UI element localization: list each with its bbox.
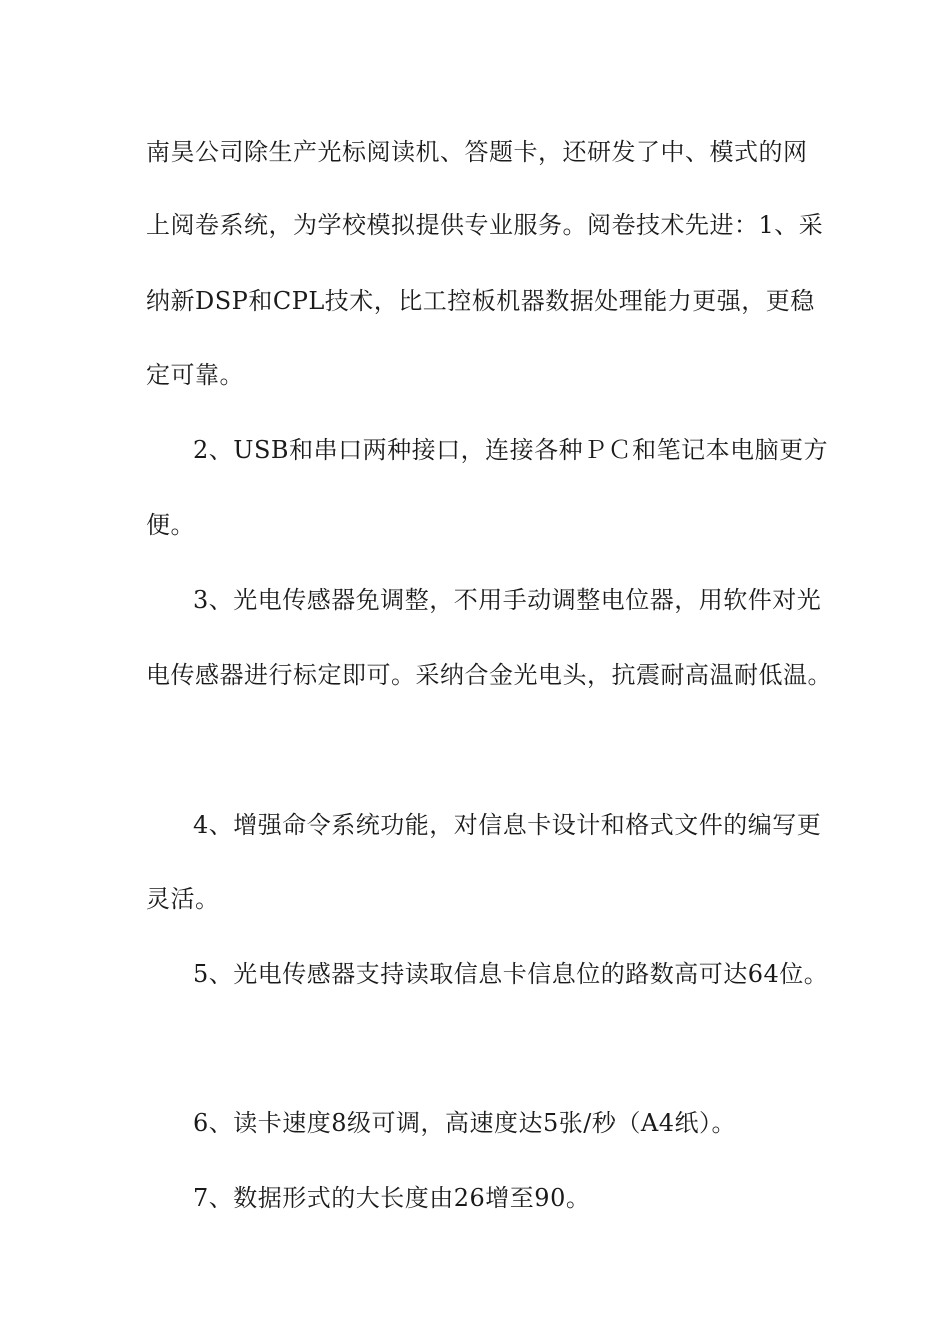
- paragraph-2-line-1: 2、USB和串口两种接口，连接各种ＰＣ和笔记本电脑更方: [193, 436, 829, 464]
- paragraph-7-line-1: 7、数据形式的大长度由26增至90。: [193, 1184, 591, 1212]
- paragraph-1-line-1: 南昊公司除生产光标阅读机、答题卡，还研发了中、模式的网: [146, 138, 808, 166]
- paragraph-5-line-1: 5、光电传感器支持读取信息卡信息位的路数高可达64位。: [193, 960, 829, 988]
- paragraph-3-line-2: 电传感器进行标定即可。采纳合金光电头，抗震耐高温耐低温。: [146, 661, 832, 689]
- paragraph-1-line-2: 上阅卷系统，为学校模拟提供专业服务。阅卷技术先进：1、采: [146, 211, 824, 239]
- paragraph-2-line-2: 便。: [146, 511, 195, 539]
- paragraph-1-line-3: 纳新DSP和CPL技术，比工控板机器数据处理能力更强，更稳: [146, 287, 815, 315]
- paragraph-6-line-1: 6、读卡速度8级可调，高速度达5张/秒（A4纸）。: [193, 1109, 736, 1137]
- paragraph-3-line-1: 3、光电传感器免调整，不用手动调整电位器，用软件对光: [193, 586, 822, 614]
- paragraph-4-line-1: 4、增强命令系统功能，对信息卡设计和格式文件的编写更: [193, 811, 822, 839]
- paragraph-1-line-4: 定可靠。: [146, 361, 244, 389]
- paragraph-4-line-2: 灵活。: [146, 885, 220, 913]
